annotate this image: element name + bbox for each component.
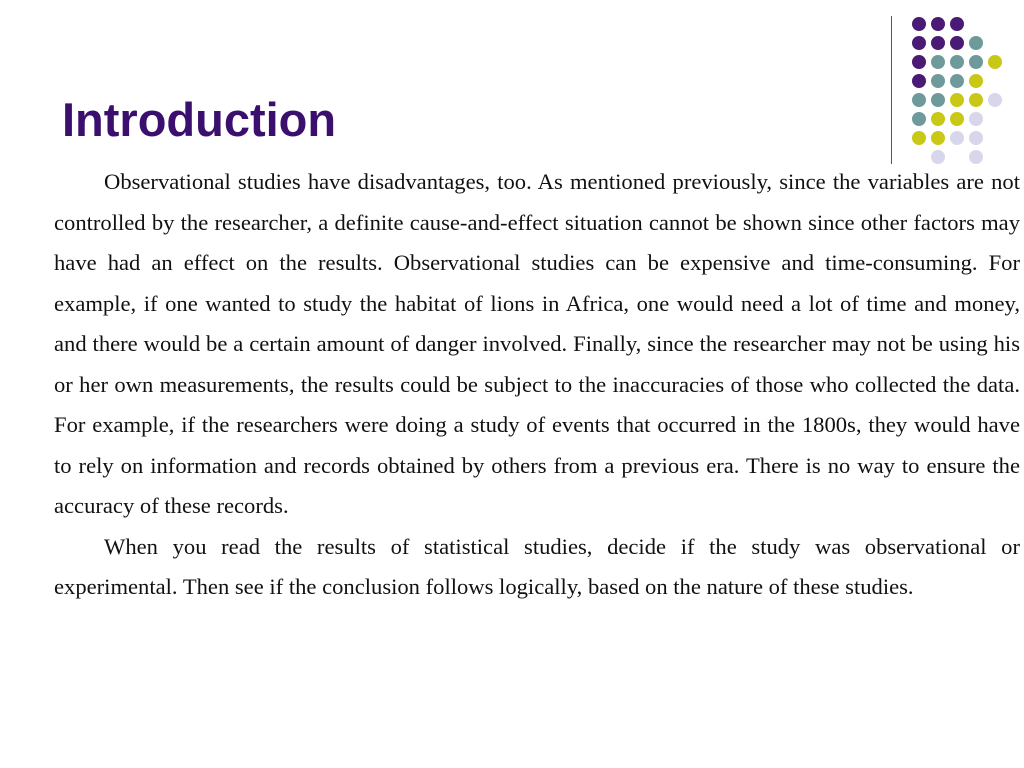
- decor-dot: [931, 112, 945, 126]
- decor-dot: [931, 17, 945, 31]
- decor-dot: [931, 55, 945, 69]
- decor-dot: [950, 36, 964, 50]
- decor-dot: [969, 131, 983, 145]
- decor-dot: [950, 74, 964, 88]
- decor-dot: [912, 36, 926, 50]
- decor-dot: [969, 74, 983, 88]
- decor-dot: [969, 93, 983, 107]
- decor-dot: [912, 112, 926, 126]
- title-divider-line: [891, 16, 892, 164]
- decor-dot: [931, 36, 945, 50]
- decor-dot: [950, 17, 964, 31]
- decor-dot: [950, 93, 964, 107]
- decor-dot: [969, 36, 983, 50]
- paragraph-reading-results: When you read the results of statistical studies, decide if the study was observational or experimental. Then see if the conclusion follows logically, based on the nature of these studies.: [54, 533, 1020, 599]
- decor-dot: [969, 55, 983, 69]
- decor-dot: [950, 131, 964, 145]
- decor-dot: [988, 55, 1002, 69]
- decor-dot: [912, 131, 926, 145]
- paragraph-disadvantages: Observational studies have disadvantages, too. As mentioned previously, since the variables are not controlled by the researcher, a definite cause-and-effect situation cannot be shown since other factors may have had an effect on the results. Observational studies can be expensive and time-consuming. For example, if one wanted to study the habitat of lions in Africa, one would need a lot of time and money, and there would be a certain amount of danger involved. Finally, since the researcher may not be using his or her own measurements, the results could be subject to the inaccuracies of those who collected the data. For example, if the researchers were doing a study of events that occurred in the 1800s, they would have to rely on information and records obtained by others from a previous era. There is no way to ensure the accuracy of these records.: [54, 169, 1020, 518]
- decor-dot: [988, 93, 1002, 107]
- decor-dot: [912, 55, 926, 69]
- decor-dot: [950, 112, 964, 126]
- decor-dot: [950, 55, 964, 69]
- decor-dot: [912, 74, 926, 88]
- decor-dot: [931, 131, 945, 145]
- decor-dot: [912, 93, 926, 107]
- slide-title: Introduction: [62, 93, 337, 146]
- decor-dot: [931, 74, 945, 88]
- decor-dot: [931, 93, 945, 107]
- decor-dot: [969, 112, 983, 126]
- decor-dot: [912, 17, 926, 31]
- scanned-textbook-excerpt: [54, 162, 1020, 608]
